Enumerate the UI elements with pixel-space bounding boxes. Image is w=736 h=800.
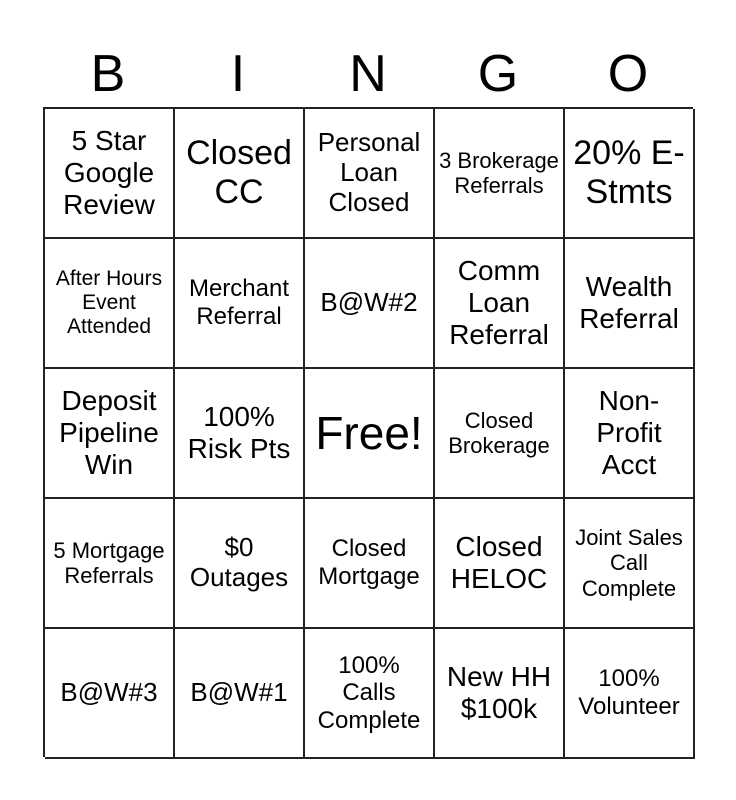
bingo-cell-label: 100% Calls Complete	[317, 651, 421, 734]
header-letter-o: O	[607, 45, 649, 103]
bingo-cell-label: B@W#3	[60, 677, 158, 708]
bingo-cell-r4c2[interactable]	[175, 499, 305, 629]
bingo-cell-r3c2[interactable]	[175, 369, 305, 499]
bingo-cell-r4c3[interactable]	[305, 499, 435, 629]
bingo-cell-r4c4[interactable]	[435, 499, 565, 629]
bingo-cell-r1c1[interactable]	[45, 109, 175, 239]
bingo-cell-r2c5[interactable]	[565, 239, 695, 369]
bingo-cell-label: Merchant Referral	[188, 275, 290, 330]
bingo-cell-r4c5[interactable]	[565, 499, 695, 629]
header-letter-n: N	[349, 45, 387, 103]
bingo-cell-r2c2[interactable]	[175, 239, 305, 369]
bingo-cell-r1c4[interactable]	[435, 109, 565, 239]
bingo-cell-r5c4[interactable]	[435, 629, 565, 759]
bingo-cell-r3c1[interactable]	[45, 369, 175, 499]
bingo-cell-label: Wealth Referral	[579, 270, 679, 334]
header-letter-b: B	[90, 45, 126, 103]
bingo-cell-label: 20% E-Stmts	[573, 133, 685, 211]
bingo-cell-r5c1[interactable]	[45, 629, 175, 759]
bingo-cell-label: Non-Profit Acct	[596, 384, 662, 481]
free-space-label: Free!	[315, 406, 423, 459]
bingo-cell-r5c5[interactable]	[565, 629, 695, 759]
bingo-cell-label: Personal Loan Closed	[317, 127, 421, 217]
bingo-cell-label: $0 Outages	[189, 532, 289, 592]
bingo-cell-r4c1[interactable]	[45, 499, 175, 629]
bingo-cell-r5c2[interactable]	[175, 629, 305, 759]
bingo-cell-label: Comm Loan Referral	[449, 254, 549, 351]
bingo-cell-label: Closed HELOC	[450, 530, 548, 594]
bingo-cell-label: New HH $100k	[446, 660, 552, 724]
bingo-cell-label: B@W#2	[320, 287, 418, 318]
bingo-cell-r2c1[interactable]	[45, 239, 175, 369]
bingo-cell-label: Closed Brokerage	[448, 407, 550, 458]
header-letter-i: I	[230, 45, 246, 103]
header-letter-g: G	[477, 45, 519, 103]
bingo-cell-label: Closed CC	[186, 133, 292, 211]
bingo-cell-label: Joint Sales Call Complete	[575, 525, 683, 601]
bingo-cell-r1c3[interactable]	[305, 109, 435, 239]
bingo-cell-label: 100% Risk Pts	[187, 400, 291, 464]
bingo-board	[43, 107, 693, 757]
bingo-cell-label: Deposit Pipeline Win	[59, 384, 159, 481]
bingo-cell-r1c5[interactable]	[565, 109, 695, 239]
bingo-cell-r5c3[interactable]	[305, 629, 435, 759]
bingo-cell-label: B@W#1	[190, 677, 288, 708]
bingo-cell-r3c4[interactable]	[435, 369, 565, 499]
bingo-cell-label: 100% Volunteer	[578, 665, 680, 720]
bingo-cell-label: After Hours Event Attended	[55, 266, 163, 339]
bingo-header	[43, 40, 693, 108]
bingo-cell-r2c3[interactable]	[305, 239, 435, 369]
bingo-cell-label: 3 Brokerage Referrals	[439, 147, 559, 198]
bingo-cell-free[interactable]	[305, 369, 435, 499]
bingo-cell-r2c4[interactable]	[435, 239, 565, 369]
bingo-cell-r3c5[interactable]	[565, 369, 695, 499]
bingo-cell-r1c2[interactable]	[175, 109, 305, 239]
bingo-cell-label: Closed Mortgage	[318, 535, 420, 590]
bingo-cell-label: 5 Star Google Review	[63, 124, 155, 221]
bingo-cell-label: 5 Mortgage Referrals	[53, 537, 165, 588]
